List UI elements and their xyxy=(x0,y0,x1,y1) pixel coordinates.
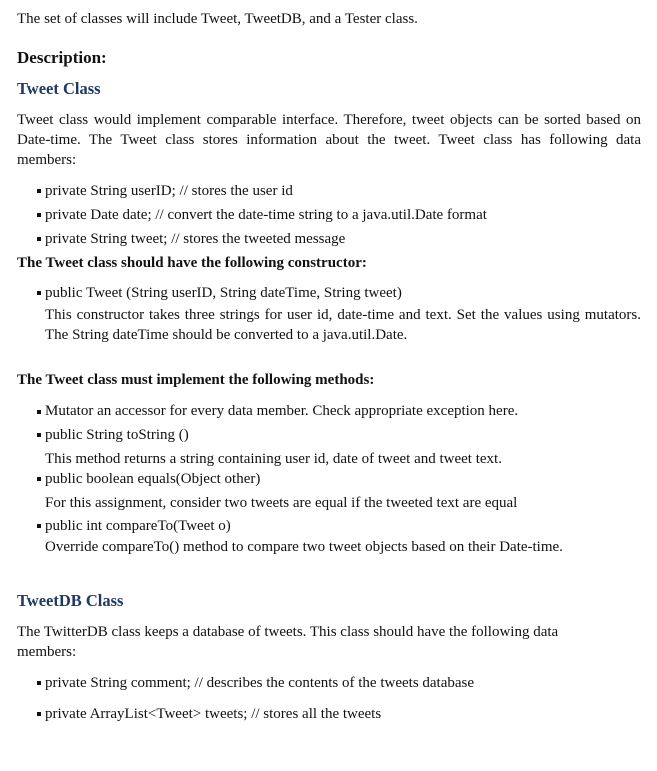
constructor-description: This constructor takes three strings for user id, date-time and text. Set the values using mutators. The String dateTime should be converted to a java.util.Date. xyxy=(45,307,641,343)
bullet-icon xyxy=(37,410,41,414)
bullet-icon xyxy=(37,291,41,295)
bullet-icon xyxy=(37,237,41,241)
tweetdb-class-heading: TweetDB Class xyxy=(17,591,124,610)
tweet-class-heading: Tweet Class xyxy=(17,79,101,98)
bullet-icon xyxy=(37,681,41,685)
bullet-icon xyxy=(37,213,41,217)
method-equals: public boolean equals(Object other) xyxy=(45,471,261,487)
bullet-icon xyxy=(37,524,41,528)
method-equals-desc: For this assignment, consider two tweets are equal if the tweeted text are equal xyxy=(45,495,518,511)
method-mutator-accessor: Mutator an accessor for every data member. Check appropriate exception here. xyxy=(45,403,519,419)
constructor-heading: The Tweet class should have the following constructor: xyxy=(17,255,367,271)
bullet-icon xyxy=(37,189,41,193)
description-heading: Description: xyxy=(17,48,107,67)
tweetdb-class-paragraph: The TwitterDB class keeps a database of tweets. This class should have the following data members: xyxy=(17,624,559,660)
method-compareto-desc: Override compareTo() method to compare two tweet objects based on their Date-time. xyxy=(45,539,563,555)
tweet-member-userid: private String userID; // stores the user id xyxy=(45,183,293,199)
tweet-member-date: private Date date; // convert the date-time string to a java.util.Date format xyxy=(45,207,487,223)
method-compareto: public int compareTo(Tweet o) xyxy=(45,518,231,534)
intro-text: The set of classes will include Tweet, TweetDB, and a Tester class. xyxy=(17,11,418,27)
tweet-class-paragraph: Tweet class would implement comparable interface. Therefore, tweet objects can be sorted based on Date-time. The Tweet class stores information about the tweet. Tweet class has following data members: xyxy=(17,112,641,168)
bullet-icon xyxy=(37,433,41,437)
method-tostring-desc: This method returns a string containing user id, date of tweet and tweet text. xyxy=(45,451,502,467)
bullet-icon xyxy=(37,477,41,481)
methods-heading: The Tweet class must implement the following methods: xyxy=(17,372,375,388)
tweetdb-member-tweets: private ArrayList<Tweet> tweets; // stores all the tweets xyxy=(45,706,382,722)
tweetdb-member-comment: private String comment; // describes the contents of the tweets database xyxy=(45,675,475,691)
bullet-icon xyxy=(37,712,41,716)
tweet-member-tweet: private String tweet; // stores the tweeted message xyxy=(45,231,346,247)
constructor-signature: public Tweet (String userID, String dateTime, String tweet) xyxy=(45,285,402,301)
method-tostring: public String toString () xyxy=(45,427,189,443)
